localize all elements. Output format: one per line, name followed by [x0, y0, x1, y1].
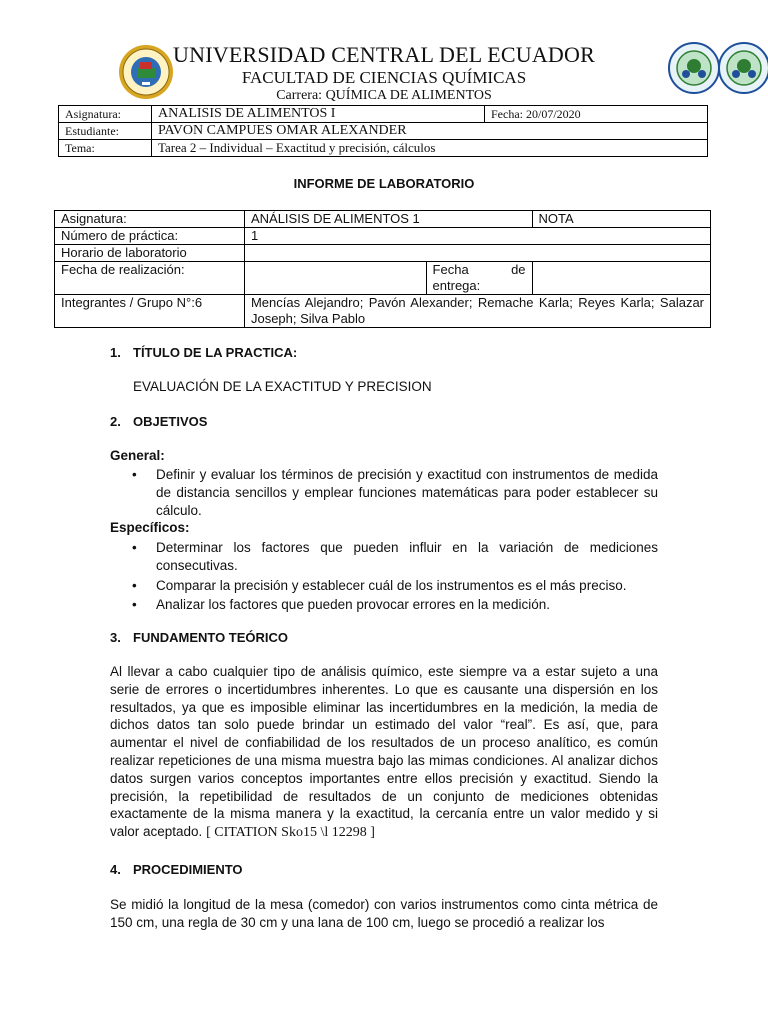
student-info-table [58, 105, 708, 157]
university-title: UNIVERSIDAD CENTRAL DEL ECUADOR [173, 42, 595, 67]
theory-text: Al llevar a cabo cualquier tipo de análisis químico, este siempre va a estar sujeto a una serie de errores o incertidumbres inherentes. Lo que es causante una dispersión en los resultados, ya que es imposible eliminar las incertidumbres en la medición, la media de dichos datos tan solo puede brindar un estimado del valor “real”. Es así, que, para aumentar el nivel de confiabilidad de los resultados de un proceso analítico, es común realizar repeticiones de una misma muestra bajo las mimas condiciones. Al analizar dichos datos surgen varios conceptos importantes entre ellos precisión y exactitud. Siendo la precisión, la repetibilidad de resultados de un conjunto de mediciones obtenidas exactamente de la misma manera y la exactitud, la cercanía entre un valor medido y si valor aceptado. [110, 664, 658, 840]
horario-value [244, 245, 710, 262]
specific-item-text: Comparar la precisión y establecer cuál de los instrumentos es el más preciso. [156, 577, 627, 593]
list-item [130, 466, 658, 519]
specific-label: Específicos: [110, 520, 190, 535]
practica-value: 1 [244, 228, 710, 245]
section-3-number: 3. [110, 630, 121, 645]
asignatura-label: Asignatura: [59, 106, 152, 123]
section-2-number: 2. [110, 414, 121, 429]
estudiante-value: PAVON CAMPUES OMAR ALEXANDER [152, 123, 708, 140]
section-2-title: OBJETIVOS [133, 414, 208, 429]
section-1-number: 1. [110, 345, 121, 360]
career-line: Carrera: QUÍMICA DE ALIMENTOS [276, 88, 492, 103]
section-4-number: 4. [110, 862, 121, 877]
practice-title-text: EVALUACIÓN DE LA EXACTITUD Y PRECISION [133, 379, 432, 394]
faculty-title: FACULTAD DE CIENCIAS QUÍMICAS [241, 68, 527, 87]
tema-label: Tema: [59, 140, 152, 157]
specific-item-text: Analizar los factores que pueden provocar errores en la medición. [156, 597, 550, 613]
specific-objectives-list [130, 539, 658, 614]
specific-item-text: Determinar los factores que pueden influir en la variación de mediciones consecutivas. [156, 540, 658, 573]
section-1-heading [110, 345, 297, 360]
bullet-icon: • [132, 577, 137, 593]
bullet-icon: • [132, 597, 137, 613]
fecha-entrega-word-3: entrega: [432, 278, 481, 293]
nota-label: NOTA [532, 211, 710, 228]
section-2-heading [110, 414, 207, 429]
integrantes-value: Mencías Alejandro; Pavón Alexander; Remache Karla; Reyes Karla; Salazar Joseph; Silva Pablo [244, 295, 710, 328]
section-3-title: FUNDAMENTO TEÓRICO [133, 630, 289, 645]
list-item [130, 539, 658, 575]
fecha-entrega-label [426, 262, 532, 295]
section-4-heading [110, 862, 243, 877]
bullet-icon: • [132, 540, 137, 555]
citation-field: [ CITATION Sko15 \l 12298 ] [206, 825, 375, 841]
fecha-entrega-value [532, 262, 710, 295]
fecha-entrega-word-2: de [511, 262, 526, 277]
integrantes-label: Integrantes / Grupo N°:6 [55, 295, 245, 328]
horario-label: Horario de laboratorio [55, 245, 245, 262]
estudiante-label: Estudiante: [59, 123, 152, 140]
lab-asignatura-value: ANÁLISIS DE ALIMENTOS 1 [244, 211, 532, 228]
section-3-heading [110, 630, 288, 645]
lab-asignatura-label: Asignatura: [55, 211, 245, 228]
asignatura-value: ANALISIS DE ALIMENTOS I [152, 106, 485, 123]
theory-paragraph [110, 663, 658, 842]
section-1-title: TÍTULO DE LA PRACTICA: [133, 345, 298, 360]
section-4-title: PROCEDIMIENTO [133, 862, 243, 877]
fecha-cell: Fecha: 20/07/2020 [485, 106, 708, 123]
tema-value: Tarea 2 – Individual – Exactitud y precisión, cálculos [152, 140, 708, 157]
general-objectives-list [130, 466, 658, 519]
general-item-text: Definir y evaluar los términos de precisión y exactitud con instrumentos de medida de distancia sencillos y emplear funciones matemáticas para poder establecer su cálculo. [156, 467, 658, 518]
report-title: INFORME DE LABORATORIO [293, 176, 475, 191]
fecha-entrega-word-1: Fecha [432, 262, 469, 277]
general-label: General: [110, 448, 165, 463]
procedure-paragraph: Se midió la longitud de la mesa (comedor) con varios instrumentos como cinta métrica de 150 cm, una regla de 30 cm y una lana de 100 cm, luego se procedió a realizar los [110, 897, 658, 930]
list-item [130, 577, 658, 595]
fecha-realizacion-label: Fecha de realización: [55, 262, 245, 295]
bullet-icon: • [132, 467, 137, 482]
list-item [130, 596, 658, 614]
lab-info-table [54, 210, 711, 328]
practica-label: Número de práctica: [55, 228, 245, 245]
fecha-realizacion-value [244, 262, 426, 295]
